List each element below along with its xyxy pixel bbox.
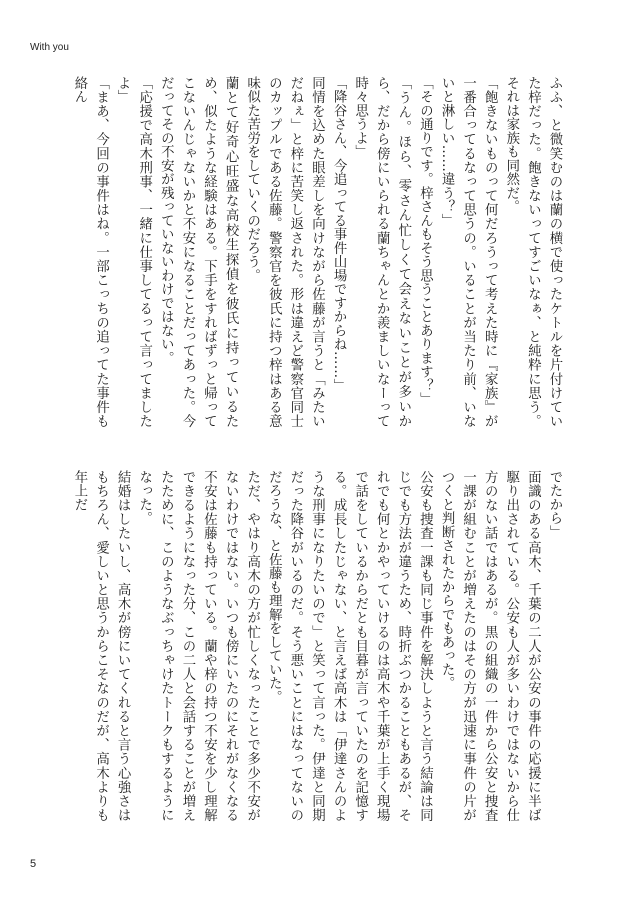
paragraph: 公安も捜査一課も同じ事件を解決しようと言う結論は同じでも方法が違うため、時折ぶつかることもあるが、それでも何とかやっていけるのは高木や千葉が上手く現場で話をしているからだとも目暮が言っていたのを記憶する。成長したじゃない、と言えば高木は「伊達さんのような刑事になりたいので」と笑って言った。伊達と同期だった降谷がいるのだ。そう悪いことにはなってないのだろうな、と佐藤も理解をしていた。 bbox=[266, 470, 433, 822]
paragraph: 蘭とて好奇心旺盛な高校生探偵を彼氏に持っているため、似たような経験はある。下手をすればずっと帰ってこないんじゃないかと不安になることだってあった。今だってその不安が残っていないわけではない。 bbox=[158, 76, 239, 428]
paragraph: 「飽きないものって何だろうって考えた時に『家族』が一番合ってるなって思うの。いることが当たり前、いないと淋しい……違う？」 bbox=[439, 76, 498, 428]
paragraph: 「その通りです。梓さんもそう思うことあります？」 bbox=[417, 76, 433, 406]
paragraph: 結婚はしたいし、高木が傍にいてくれると言う心強さはもちろん、愛しいと思うからこそなのだが、高木よりも年上だ bbox=[71, 470, 131, 822]
text-column-top bbox=[65, 76, 565, 428]
paragraph: でたから」 bbox=[547, 470, 562, 539]
paragraph: 「まあ、今回の事件はね。一部こっちの追ってた事件も絡ん bbox=[71, 76, 109, 428]
paragraph: ただ、やはり高木の方が忙しくなったことで多少不安がないわけではない。いつも傍にいたのにそれがなくなる不安は佐藤も持っている。蘭や梓の持つ不安を少し理解できるようになった分、この二人と会話することが増えたために、このようなぶっちゃけたトークもするようになった。 bbox=[136, 470, 260, 822]
page-number: 5 bbox=[30, 858, 37, 870]
paragraph: 「うん。ほら、零さん忙しくて会えないことが多いから、だから傍にいられる蘭ちゃんとか羨ましいなーって時々思うよ」 bbox=[352, 76, 411, 428]
paragraph: ふふ、と微笑むのは蘭の横で使ったケトルを片付けていた梓だった。飽きないってすごいなぁ、と純粋に思う。それは家族も同然だ。 bbox=[503, 76, 562, 428]
text-column-bottom bbox=[65, 470, 565, 822]
paragraph: 「応援で高木刑事、一緒に仕事してるって言ってましたよ」 bbox=[115, 76, 152, 428]
paragraph: 同情を込めた眼差しを向けながら佐藤が言うと「みたいだねぇ」と梓に苦笑し返された。形は違えど警察官同士のカップルである佐藤。警察官を彼氏に持つ梓はある意味似た苦労をしていくのだろう。 bbox=[244, 76, 325, 428]
paragraph: 「降谷さん、今追ってる事件山場ですからね……」 bbox=[331, 76, 347, 393]
running-title: With you bbox=[30, 42, 69, 53]
paragraph: 面識のある高木、千葉の二人が公安の事件の応援に半ば駆り出されている。公安も人が多いわけではないから仕方のない話ではあるが。黒の組織の一件から公安と捜査一課が組むことが増えたのはその方が迅速に事件の片がつくと判断されたからでもあった。 bbox=[439, 470, 541, 822]
